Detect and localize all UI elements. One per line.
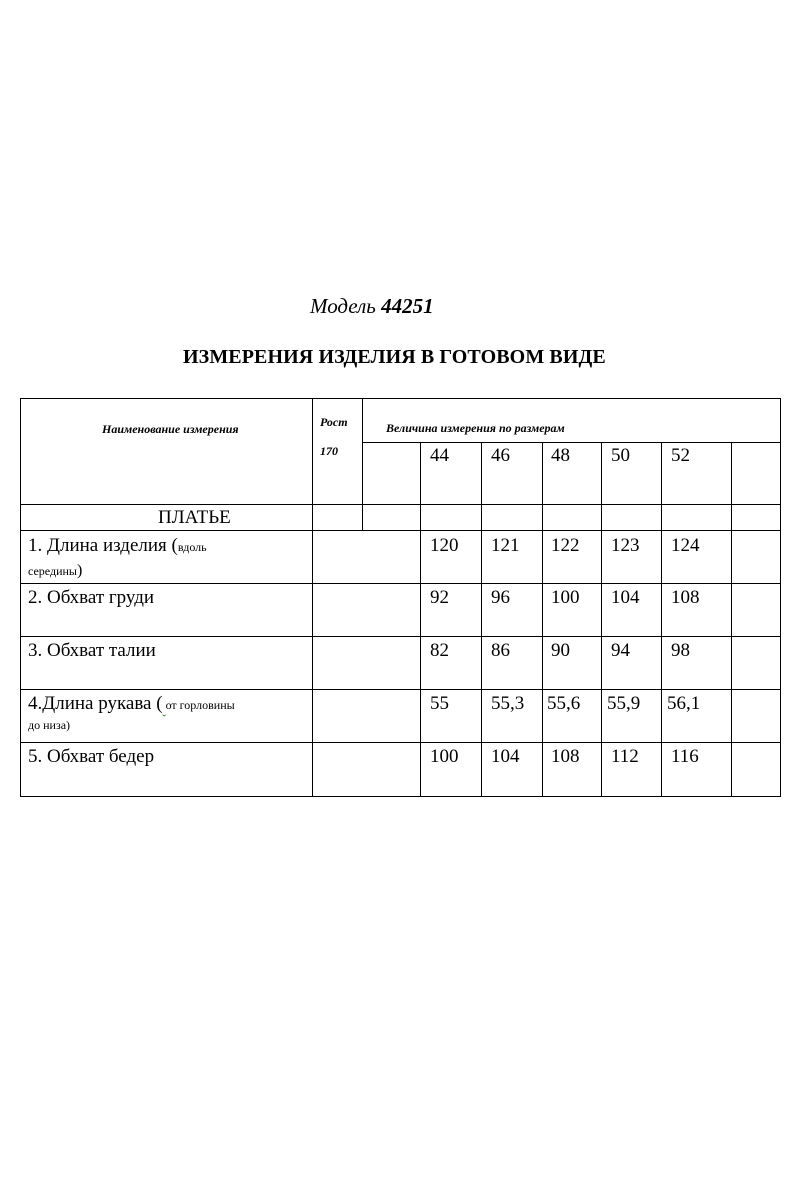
table-grid-line xyxy=(20,530,781,531)
size-header: 46 xyxy=(491,445,510,466)
table-grid-line xyxy=(420,442,421,797)
row-name-note-close: ) xyxy=(76,562,83,579)
row-name xyxy=(28,694,235,713)
table-grid-line xyxy=(20,583,781,584)
model-title xyxy=(310,294,434,319)
row-name-main: 1. Длина изделия ( xyxy=(28,535,178,556)
table-cell: 121 xyxy=(491,535,520,556)
size-header: 52 xyxy=(671,445,690,466)
table-cell: 104 xyxy=(491,746,520,767)
table-cell: 55,9 xyxy=(607,693,641,714)
table-cell: 96 xyxy=(491,587,510,608)
table-cell: 94 xyxy=(611,640,630,661)
table-border-top xyxy=(20,398,781,399)
table-grid-line xyxy=(481,442,482,797)
table-border-right xyxy=(780,398,781,797)
table-cell: 55,6 xyxy=(547,693,581,714)
table-grid-line xyxy=(20,636,781,637)
model-number: 44251 xyxy=(381,294,434,318)
document-heading: ИЗМЕРЕНИЯ ИЗДЕЛИЯ В ГОТОВОМ ВИДЕ xyxy=(183,346,606,368)
size-header: 50 xyxy=(611,445,630,466)
height-value: 170 xyxy=(320,444,338,458)
table-cell: 104 xyxy=(611,587,640,608)
table-grid-line xyxy=(731,442,732,797)
table-cell: 123 xyxy=(611,535,640,556)
table-grid-line xyxy=(661,442,662,797)
table-cell: 100 xyxy=(430,746,459,767)
table-cell: 100 xyxy=(551,587,580,608)
table-grid-line xyxy=(20,742,781,743)
table-cell: 90 xyxy=(551,640,570,661)
table-cell: 116 xyxy=(671,746,699,767)
table-border-left xyxy=(20,398,21,797)
table-cell: 55 xyxy=(430,693,449,714)
row-name: 3. Обхват талии xyxy=(28,640,156,661)
table-cell: 86 xyxy=(491,640,510,661)
table-grid-line xyxy=(362,442,781,443)
table-cell: 112 xyxy=(611,746,639,767)
column-header-name: Наименование измерения xyxy=(102,422,239,436)
table-cell: 98 xyxy=(671,640,690,661)
table-grid-line xyxy=(20,504,781,505)
table-cell: 92 xyxy=(430,587,449,608)
row-name xyxy=(28,536,207,555)
column-header-sizes: Величина измерения по размерам xyxy=(386,421,565,435)
model-label: Модель xyxy=(310,294,376,318)
row-name: 5. Обхват бедер xyxy=(28,746,155,767)
row-name-note-cont: середины xyxy=(28,564,77,578)
row-name-note-cont: до низа) xyxy=(28,718,71,732)
row-name-continuation xyxy=(28,563,82,579)
column-header-height: Рост xyxy=(320,415,348,429)
table-cell: 124 xyxy=(671,535,700,556)
measurements-table xyxy=(20,398,781,797)
row-name: 2. Обхват груди xyxy=(28,587,155,608)
table-grid-line xyxy=(542,442,543,797)
table-grid-line xyxy=(601,442,602,797)
table-cell: 120 xyxy=(430,535,459,556)
row-name-note: вдоль xyxy=(177,540,207,554)
row-name-note: от горловины xyxy=(165,698,235,712)
size-header: 44 xyxy=(430,445,449,466)
table-grid-line xyxy=(362,398,363,530)
row-name-main: 4.Длина рукава ( xyxy=(28,693,163,714)
table-cell: 55,3 xyxy=(491,693,525,714)
table-cell: 108 xyxy=(671,587,700,608)
table-grid-line xyxy=(20,689,781,690)
size-header: 48 xyxy=(551,445,570,466)
table-cell: 82 xyxy=(430,640,449,661)
table-grid-line xyxy=(312,398,313,797)
section-title: ПЛАТЬЕ xyxy=(158,507,231,528)
table-cell: 122 xyxy=(551,535,580,556)
table-cell: 56,1 xyxy=(667,693,701,714)
table-border-bottom xyxy=(20,796,781,797)
table-cell: 108 xyxy=(551,746,580,767)
